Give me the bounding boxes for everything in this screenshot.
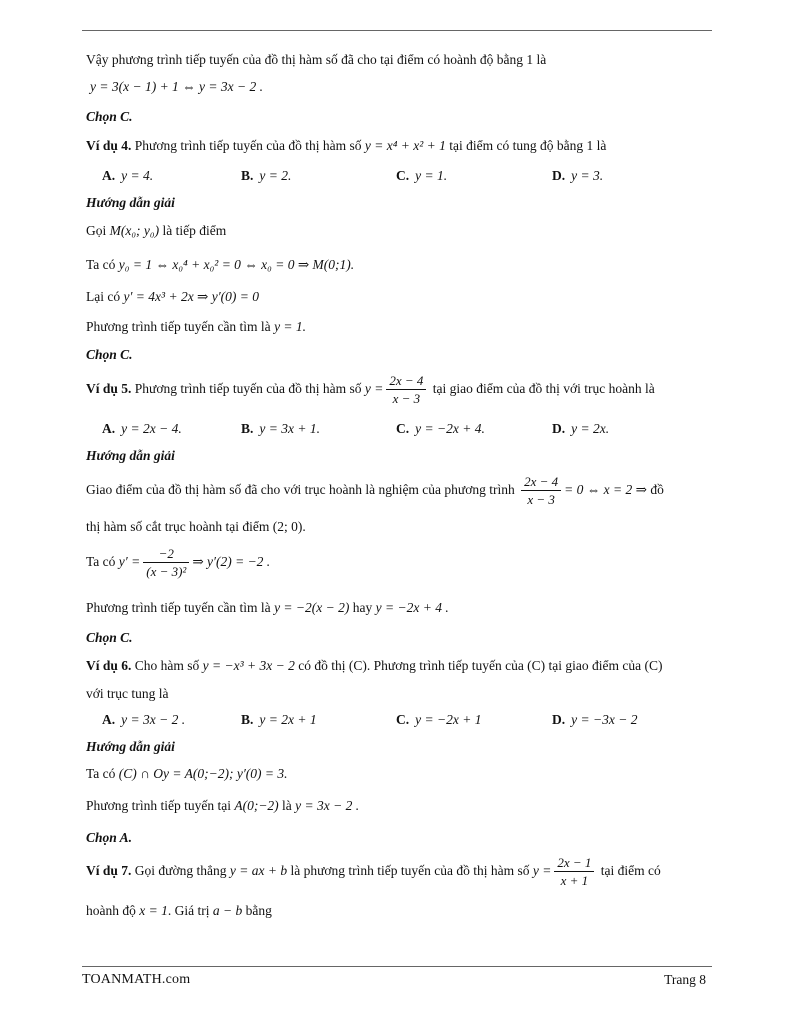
equation: y = 1.: [274, 319, 307, 334]
option-c: C. y = −2x + 1: [396, 712, 482, 727]
text-line: Phương trình tiếp tuyến tại A(0;−2) là y = 3x − 2 .: [86, 798, 360, 813]
option-a: A. y = 2x − 4.: [102, 421, 182, 436]
text-line: hoành độ x = 1. Giá trị a − b bằng: [86, 903, 272, 918]
fraction: $\frac{-2}{\text{(x − 3)²}}$: [143, 545, 189, 580]
example-label: Ví dụ 6.: [86, 658, 132, 673]
answer-label: Chọn C.: [86, 109, 133, 124]
equation: y =: [532, 863, 552, 878]
option-b: B. y = 2.: [241, 168, 292, 183]
text-line: Phương trình tiếp tuyến cần tìm là y = 1.: [86, 319, 307, 334]
equation: y = ax + b: [229, 863, 288, 878]
example-4-question: [86, 137, 606, 155]
equation: a − b: [212, 903, 243, 918]
equation: y′ =: [118, 554, 141, 569]
fraction: $\frac{2x - 1}{x + 1}$: [554, 854, 594, 889]
equation: M(x₀; y₀): [109, 223, 160, 238]
text-line: Lại có y′ = 4x³ + 2x ⇒ y′(0) = 0: [86, 289, 260, 304]
equation-line: y = 3(x − 1) + 1 ⇔ y = 3x − 2 .: [90, 79, 264, 94]
option-a: A. y = 4.: [102, 168, 154, 183]
answer-label: Chọn A.: [86, 830, 133, 845]
text-line: Phương trình tiếp tuyến cần tìm là y = −2(x − 2) hay y = −2x + 4 .: [86, 600, 449, 615]
solution-heading: Hướng dẫn giải: [86, 448, 175, 463]
question-text: Phương trình tiếp tuyến của đồ thị hàm số: [131, 138, 365, 153]
equation: ⇒ y′(2) = −2 .: [192, 554, 271, 569]
footer-site: TOANMATH.com: [82, 972, 191, 987]
answer-label: Chọn C.: [86, 630, 133, 645]
example-4-options: [86, 168, 706, 186]
fraction: $\frac{2x - 4}{x - 3}$: [386, 372, 426, 407]
equation: (C) ∩ Oy = A(0;−2); y′(0) = 3.: [118, 766, 288, 781]
text-line: với trục tung là: [86, 686, 169, 701]
example-label: Ví dụ 5.: [86, 381, 132, 396]
example-6-options: [86, 712, 706, 730]
option-a: A. y = 3x − 2 .: [102, 712, 186, 727]
option-c: C. y = −2x + 4.: [396, 421, 485, 436]
solution-heading: Hướng dẫn giải: [86, 739, 175, 754]
example-label: Ví dụ 4.: [86, 138, 132, 153]
equation: y = −2x + 4 .: [375, 600, 449, 615]
answer-label: Chọn C.: [86, 347, 133, 362]
question-text: tại điểm có tung độ bằng 1 là: [445, 138, 607, 153]
equation: x = 1: [139, 903, 168, 918]
equation: y = −x³ + 3x − 2: [202, 658, 295, 673]
option-b: B. y = 2x + 1: [241, 712, 317, 727]
option-c: C. y = 1.: [396, 168, 448, 183]
example-5-options: [86, 421, 706, 439]
equation: A(0;−2): [234, 798, 279, 813]
option-d: D. y = 3.: [552, 168, 604, 183]
text-line: Ta có (C) ∩ Oy = A(0;−2); y′(0) = 3.: [86, 766, 288, 781]
option-d: D. y = 2x.: [552, 421, 610, 436]
option-b: B. y = 3x + 1.: [241, 421, 320, 436]
example-5-question: Ví dụ 5. Phương trình tiếp tuyến của đồ thị hàm số y = $\frac{2x - 4}{x - 3}$ tại giao điểm của đồ thị với trục hoành là: [86, 373, 655, 407]
example-6-question: Ví dụ 6. Cho hàm số y = −x³ + 3x − 2 có đồ thị (C). Phương trình tiếp tuyến của (C) tại giao điểm của (C): [86, 658, 663, 673]
fraction: $\frac{2x - 4}{x - 3}$: [521, 473, 561, 508]
equation: y′ = 4x³ + 2x ⇒ y′(0) = 0: [123, 289, 260, 304]
equation: y = 3x − 2 .: [295, 798, 360, 813]
equation: y =: [364, 381, 384, 396]
example-7-question: Ví dụ 7. Gọi đường thẳng y = ax + b là phương trình tiếp tuyến của đồ thị hàm số y = $\frac{2x - 1}{x + 1}$ tại điểm có: [86, 855, 661, 889]
header-rule: [82, 30, 712, 31]
equation: y = x⁴ + x² + 1: [364, 138, 446, 153]
example-label: Ví dụ 7.: [86, 863, 132, 878]
footer-rule: [82, 966, 712, 967]
text-line: thị hàm số cắt trục hoành tại điểm (2; 0).: [86, 519, 306, 534]
solution-heading: Hướng dẫn giải: [86, 195, 175, 210]
equation: y = −2(x − 2): [274, 600, 350, 615]
equation: = 0 ⇔ x = 2 ⇒: [564, 482, 647, 497]
text-line: Ta có y′ = $\frac{-2}{\text{(x − 3)²}}$ ⇒ y′(2) = −2 .: [86, 546, 271, 580]
text-line: Vậy phương trình tiếp tuyến của đồ thị hàm số đã cho tại điểm có hoành độ bằng 1 là: [86, 52, 547, 67]
text-line: Ta có y₀ = 1 ⇔ x₀⁴ + x₀² = 0 ⇔ x₀ = 0 ⇒ M(0;1).: [86, 257, 355, 272]
text-line: Giao điểm của đồ thị hàm số đã cho với trục hoành là nghiệm của phương trình $\frac{2x - 4}{x - 3}$ = 0 ⇔ x = 2 ⇒ đồ: [86, 474, 664, 508]
page-number: Trang 8: [664, 972, 706, 987]
option-d: D. y = −3x − 2: [552, 712, 638, 727]
equation: y₀ = 1 ⇔ x₀⁴ + x₀² = 0 ⇔ x₀ = 0 ⇒ M(0;1).: [118, 257, 355, 272]
text-line: Gọi M(x₀; y₀) là tiếp điểm: [86, 223, 227, 238]
